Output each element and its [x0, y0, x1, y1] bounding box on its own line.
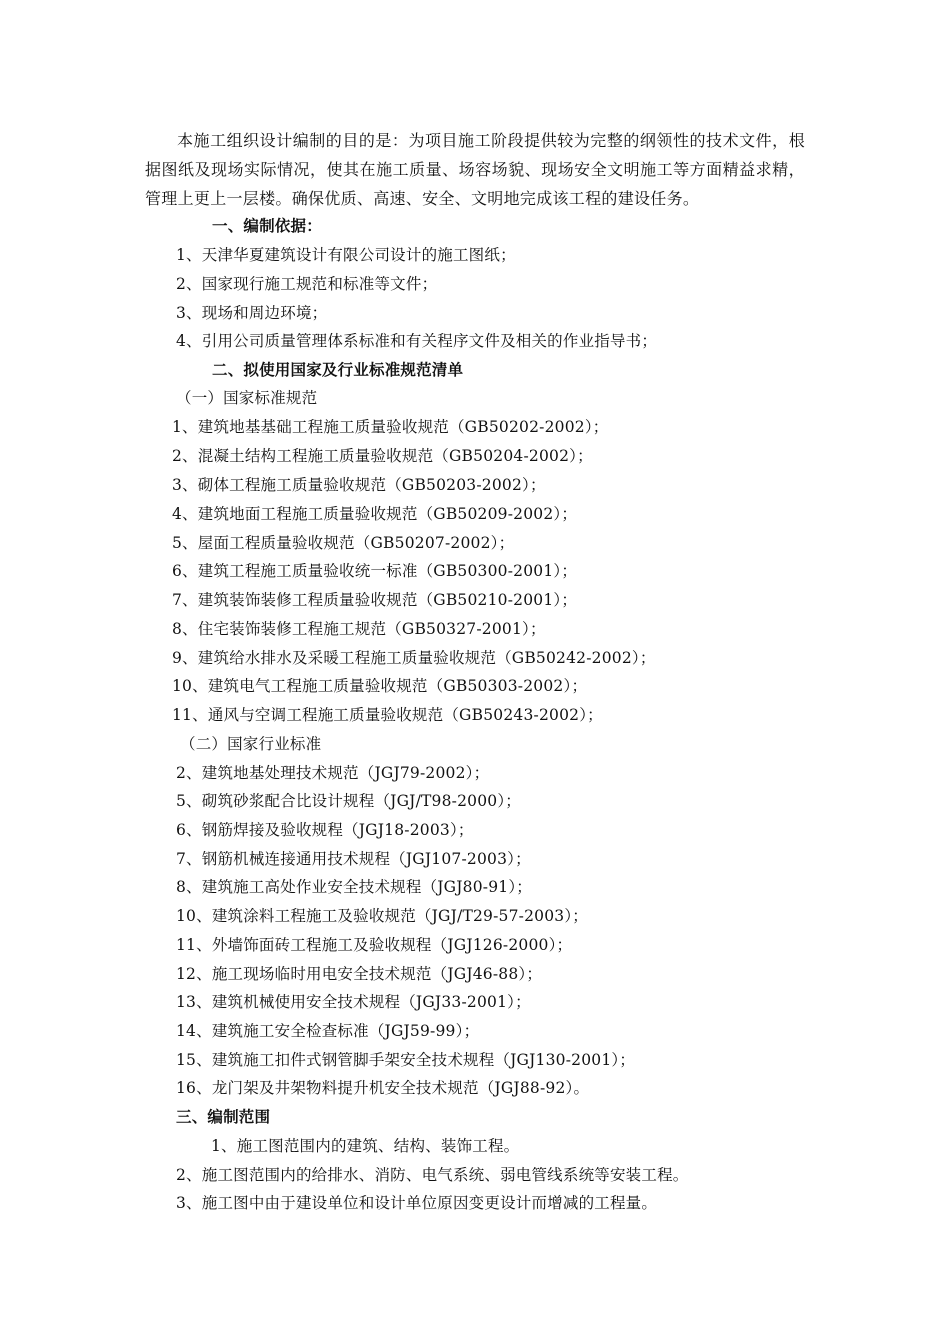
industry-standard-item: 14、建筑施工安全检查标准（JGJ59-99）；: [176, 1022, 480, 1040]
section3-heading: 三、编制范围: [176, 1108, 271, 1126]
national-standard-item: 7、建筑装饰装修工程质量验收规范（GB50210-2001）；: [172, 591, 578, 609]
intro-paragraph: 本施工组织设计编制的目的是：为项目施工阶段提供较为完整的纲领性的技术文件，根据图纸及现场实际情况，使其在施工质量、场容场貌、现场安全文明施工等方面精益求精，管理上更上一层楼。确保优质、高速、安全、文明地完成该工程的建设任务。: [145, 131, 805, 208]
industry-standard-item: 16、龙门架及井架物料提升机安全技术规范（JGJ88-92）。: [176, 1079, 590, 1097]
national-standard-item: 9、建筑给水排水及采暖工程施工质量验收规范（GB50242-2002）；: [172, 649, 656, 667]
national-standard-item: 1、建筑地基基础工程施工质量验收规范（GB50202-2002）；: [172, 418, 609, 436]
national-standard-item: 3、砌体工程施工质量验收规范（GB50203-2002）；: [172, 476, 546, 494]
national-standard-item: 4、建筑地面工程施工质量验收规范（GB50209-2002）；: [172, 505, 578, 523]
industry-standard-item: 13、建筑机械使用安全技术规程（JGJ33-2001）；: [176, 993, 531, 1011]
industry-standard-item: 10、建筑涂料工程施工及验收规范（JGJ/T29-57-2003）；: [176, 907, 589, 925]
national-standard-item: 11、通风与空调工程施工质量验收规范（GB50243-2002）；: [172, 706, 603, 724]
basis-item: 4、引用公司质量管理体系标准和有关程序文件及相关的作业指导书；: [176, 332, 658, 350]
basis-item: 2、国家现行施工规范和标准等文件；: [176, 275, 438, 293]
sub1-heading: （一）国家标准规范: [176, 389, 318, 407]
national-standard-item: 6、建筑工程施工质量验收统一标准（GB50300-2001）；: [172, 562, 578, 580]
industry-standard-item: 5、砌筑砂浆配合比设计规程（JGJ/T98-2000）；: [176, 792, 521, 810]
industry-standard-item: 2、建筑地基处理技术规范（JGJ79-2002）；: [176, 764, 490, 782]
national-standard-item: 10、建筑电气工程施工质量验收规范（GB50303-2002）；: [172, 677, 588, 695]
national-standard-item: 2、混凝土结构工程施工质量验收规范（GB50204-2002）；: [172, 447, 593, 465]
industry-standard-item: 12、施工现场临时用电安全技术规范（JGJ46-88）；: [176, 965, 543, 983]
section1-heading: 一、编制依据：: [212, 217, 322, 235]
scope-item: 2、施工图范围内的给排水、消防、电气系统、弱电管线系统等安装工程。: [176, 1166, 689, 1184]
national-standard-item: 8、住宅装饰装修工程施工规范（GB50327-2001）；: [172, 620, 546, 638]
basis-item: 1、天津华夏建筑设计有限公司设计的施工图纸；: [176, 246, 516, 264]
industry-standard-item: 6、钢筋焊接及验收规程（JGJ18-2003）；: [176, 821, 474, 839]
scope-item: 1、施工图范围内的建筑、结构、装饰工程。: [211, 1137, 520, 1155]
section2-heading: 二、拟使用国家及行业标准规范清单: [212, 361, 464, 379]
national-standard-item: 5、屋面工程质量验收规范（GB50207-2002）；: [172, 534, 515, 552]
industry-standard-item: 8、建筑施工高处作业安全技术规程（JGJ80-91）；: [176, 878, 533, 896]
scope-item: 3、施工图中由于建设单位和设计单位原因变更设计而增减的工程量。: [176, 1194, 658, 1212]
basis-item: 3、现场和周边环境；: [176, 304, 328, 322]
sub2-heading: （二）国家行业标准: [180, 735, 322, 753]
industry-standard-item: 7、钢筋机械连接通用技术规程（JGJ107-2003）；: [176, 850, 531, 868]
industry-standard-item: 11、外墙饰面砖工程施工及验收规程（JGJ126-2000）；: [176, 936, 573, 954]
industry-standard-item: 15、建筑施工扣件式钢管脚手架安全技术规程（JGJ130-2001）；: [176, 1051, 636, 1069]
